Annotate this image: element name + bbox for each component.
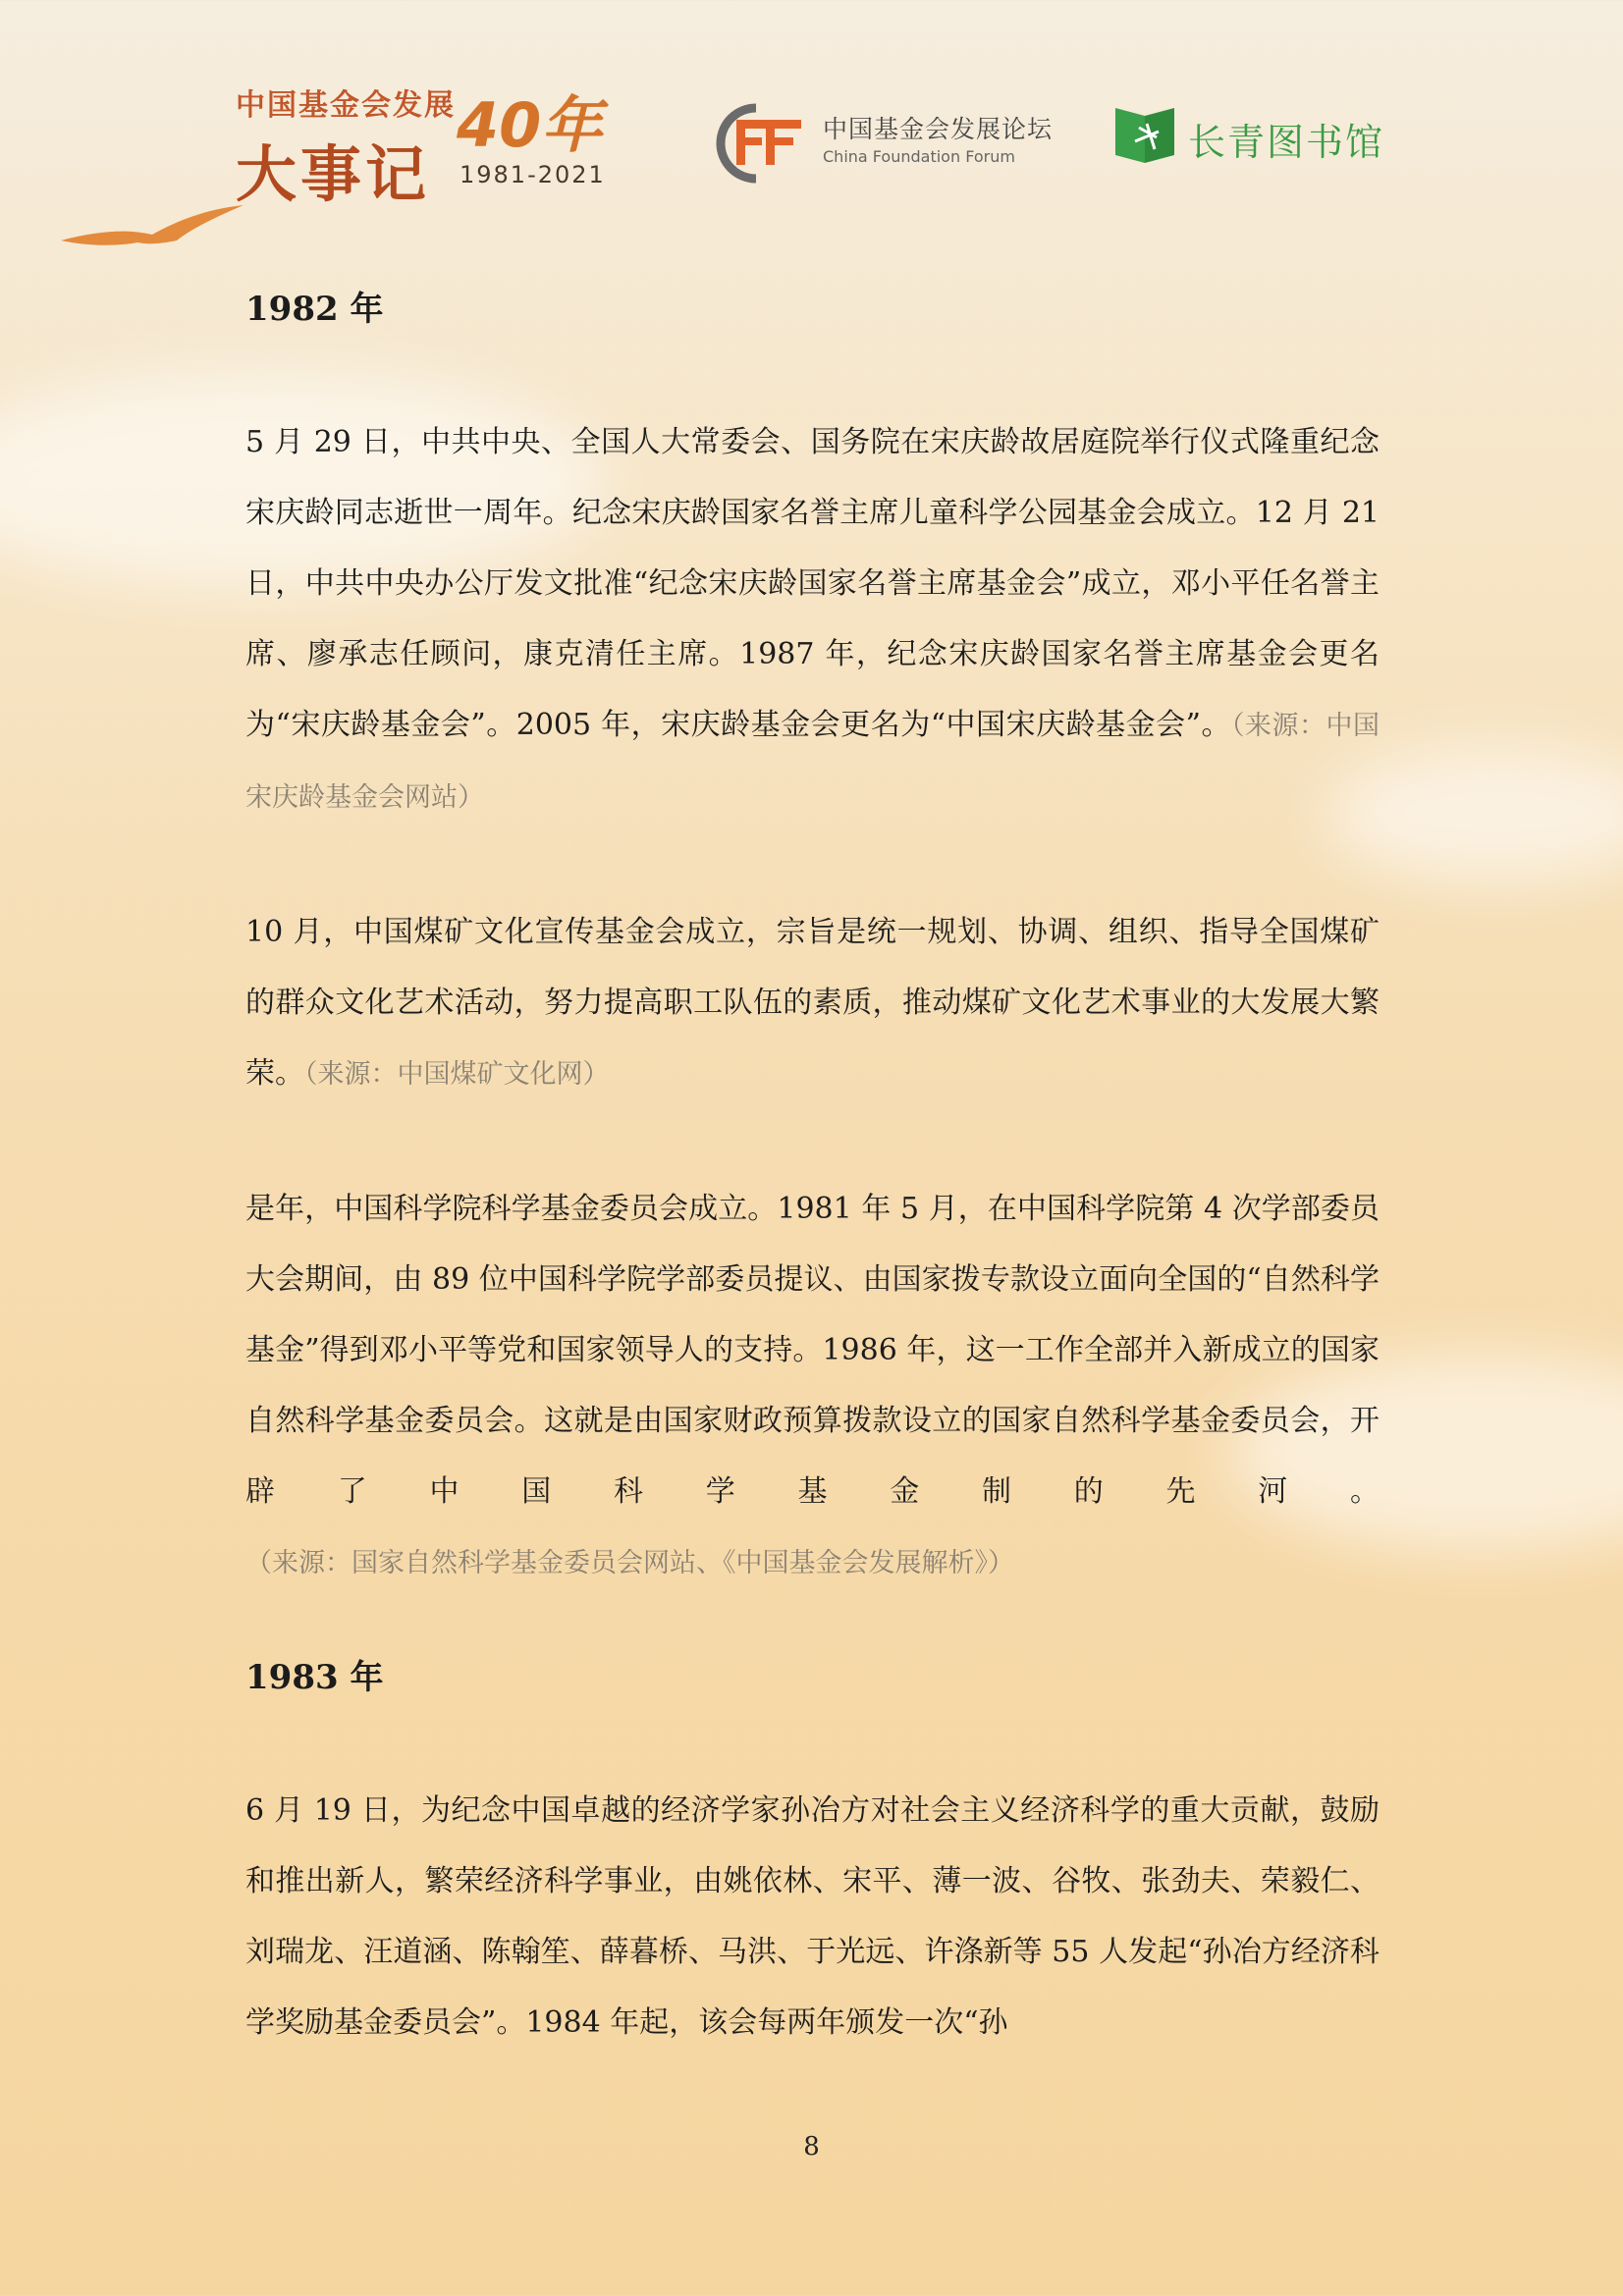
cff-name-cn: 中国基金会发展论坛 [823, 115, 1054, 143]
page-number: 8 [803, 2132, 820, 2162]
event-paragraph [245, 897, 1380, 1110]
event-text: 5 月 29 日，中共中央、全国人大常委会、国务院在宋庆龄故居庭院举行仪式隆重纪念宋庆龄同志逝世一周年。纪念宋庆龄国家名誉主席儿童科学公园基金会成立。12 月 21 日，中共中央办公厅发文批准“纪念宋庆龄国家名誉主席基金会”成立，邓小平任名誉主席、廖承志任顾问，康克清任主席。1987 年，纪念宋庆龄国家名誉主席基金会更名为“宋庆龄基金会”。2005 年，宋庆龄基金会更名为“中国宋庆龄基金会”。 [245, 425, 1380, 742]
logo-line2: 大事记 [236, 138, 431, 210]
year-section-1982 [245, 280, 1380, 1599]
event-source: （来源：中国宋庆龄基金会网站） [245, 711, 1380, 813]
cff-emblem-icon [705, 98, 813, 187]
event-paragraph [245, 1174, 1380, 1599]
evergreen-library-logo [1109, 98, 1424, 177]
year-heading: 1982 年 [245, 290, 384, 329]
china-foundation-forum-logo [705, 98, 1078, 187]
event-paragraph [245, 407, 1380, 833]
logo-line1: 中国基金会发展 [236, 88, 456, 123]
logo-forty: 40年 [457, 89, 603, 161]
event-text: 10 月，中国煤矿文化宣传基金会成立，宗旨是统一规划、协调、组织、指导全国煤矿的群众文化艺术活动，努力提高职工队伍的素质，推动煤矿文化艺术事业的大发展大繁荣。 [245, 915, 1380, 1091]
event-paragraph [245, 1776, 1380, 2058]
main-content [245, 280, 1380, 2058]
logo-years: 1981-2021 [460, 161, 606, 188]
bird-icon [59, 201, 245, 250]
event-text: 6 月 19 日，为纪念中国卓越的经济学家孙冶方对社会主义经济科学的重大贡献，鼓励和推出新人，繁荣经济科学事业，由姚依林、宋平、薄一波、谷牧、张劲夫、荣毅仁、刘瑞龙、汪道涵、陈翰笙、薛暮桥、马洪、于光远、许涤新等 55 人发起“孙冶方经济科学奖励基金委员会”。1984 年起，该会每两年颁发一次“孙 [245, 1793, 1380, 2040]
year-section-1983 [245, 1648, 1380, 2058]
cff-name-en: China Foundation Forum [823, 147, 1015, 166]
event-source: （来源：中国煤矿文化网） [304, 1059, 610, 1090]
event-source: （来源：国家自然科学基金委员会网站、《中国基金会发展解析》） [245, 1548, 1014, 1578]
event-text: 是年，中国科学院科学基金委员会成立。1981 年 5 月，在中国科学院第 4 次学部委员大会期间，由 89 位中国科学院学部委员提议、由国家拨专款设立面向全国的“自然科学基金”得到邓小平等党和国家领导人的支持。1986 年，这一工作全部并入新成立的国家自然科学基金委员会。这就是由国家财政预算拨款设立的国家自然科学基金委员会，开辟了中国科学基金制的先河。 [245, 1192, 1380, 1509]
year-heading: 1983 年 [245, 1658, 384, 1697]
anniversary-logo [236, 69, 628, 216]
library-name: 长青图书馆 [1188, 121, 1385, 164]
book-leaf-icon [1109, 98, 1180, 169]
